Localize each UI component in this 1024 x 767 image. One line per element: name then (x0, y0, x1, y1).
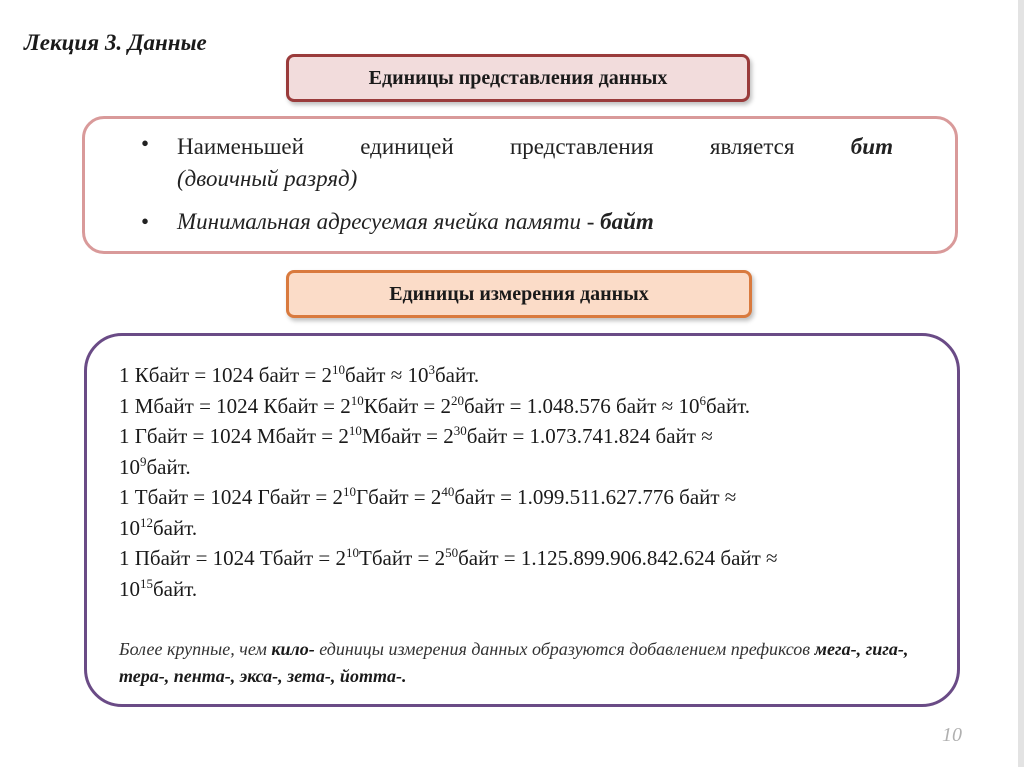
bullet-dot-icon: • (141, 131, 150, 156)
representation-units-box (82, 116, 958, 254)
unit-conversions (119, 360, 939, 604)
bullet-smallest-unit (141, 131, 941, 195)
mbyte-line: 1 Мбайт = 1024 Кбайт = $2^{10}Кбайт$ = $2^{20}байт = 1.048.576$ байт ≈ $10^6байт$. (119, 392, 751, 418)
section2-title: Единицы измерения данных (389, 282, 649, 305)
section1-header (286, 54, 750, 102)
pbyte-line: 1 Пбайт = 1024 Тбайт = $2^{10}Тбайт$ = $2^{50}байт = 1.125.899.906.842.624$ байт ≈ $10^{15}байт$. (119, 545, 778, 601)
bullet-min-addressable (141, 209, 941, 235)
gbyte-line: 1 Гбайт = 1024 Мбайт = $2^{10}Мбайт$ = $2^{30}байт = 1.073.741.824$ байт ≈ $10^9байт$. (119, 423, 713, 479)
prefix-list: мега-, гига-, тера-, пента-, экса-, зета-, йотта-. (119, 639, 909, 686)
section2-header (286, 270, 752, 318)
bullet-smallest-unit-text (177, 131, 893, 195)
word-unit: единицей (360, 134, 454, 159)
min-addressable-text: Минимальная адресуемая ячейка памяти - (177, 209, 601, 234)
word-smallest: Наименьшей (177, 134, 304, 159)
prefixes-note: Более крупные, чем кило- единицы измерения данных образуются добавлением префиксов мега-, гига-, тера-, пента-, экса-, зета-, йотта-. (119, 639, 909, 686)
tbyte-line: 1 Тбайт = 1024 Гбайт = $2^{10}Гбайт$ = $2^{40}байт = 1.099.511.627.776$ байт ≈ $10^{12}байт$. (119, 484, 737, 540)
term-bit: бит (850, 134, 893, 159)
kilo-prefix: кило- (271, 639, 315, 659)
section1-title: Единицы представления данных (368, 66, 668, 89)
word-is: является (709, 134, 795, 159)
kbyte-line: 1 Кбайт = 1024 байт = $2^{10}байт$ ≈ $10^3байт$. (119, 362, 480, 387)
bullet-dot-icon: • (141, 209, 150, 234)
binary-digit-note: (двоичный разряд) (177, 166, 358, 191)
bullet-min-addressable-text (177, 209, 654, 235)
measurement-units-box (84, 333, 960, 707)
term-byte: байт (600, 209, 654, 234)
lecture-title: Лекция 3. Данные (24, 30, 207, 55)
right-edge-shadow (1018, 0, 1024, 767)
word-representation: представления (509, 134, 654, 159)
page-number: 10 (942, 724, 962, 746)
